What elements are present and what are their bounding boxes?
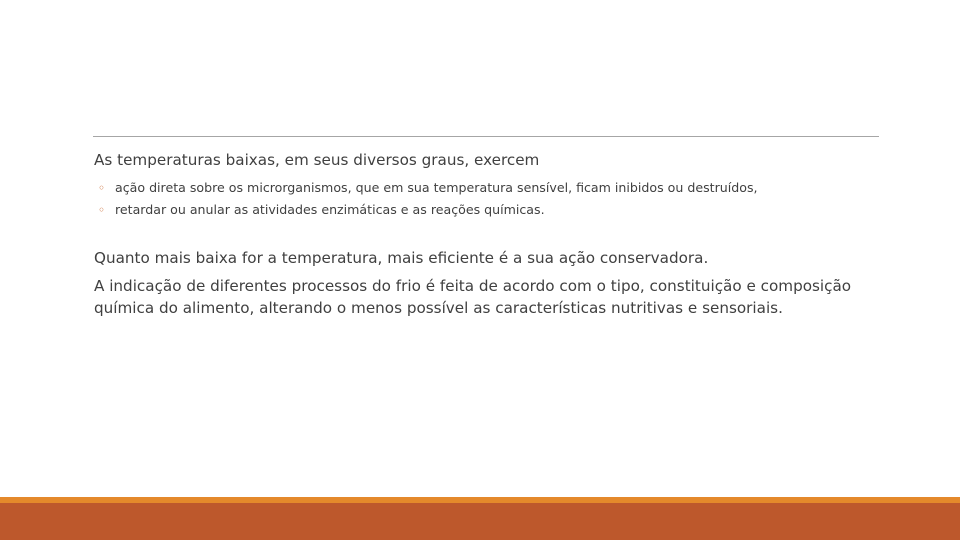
paragraph-processes: A indicação de diferentes processos do frio é feita de acordo com o tipo, constituição e composição química do alimento, alterando o menos possível as características nutritivas e sensoriais. [94, 277, 852, 317]
bullet-item [94, 199, 874, 221]
bullet-text: retardar ou anular as atividades enzimáticas e as reações químicas. [115, 202, 545, 217]
footer-bar [0, 503, 960, 540]
bullet-text: ação direta sobre os microrganismos, que em sua temperatura sensível, ficam inibidos ou destruídos, [115, 180, 758, 195]
title-divider [93, 136, 879, 137]
bullet-item [94, 177, 874, 199]
intro-text: As temperaturas baixas, em seus diversos graus, exercem [94, 151, 540, 169]
bullet-marker-icon: ◦ [98, 203, 106, 217]
bullet-list [94, 177, 874, 221]
slide-content [94, 149, 874, 319]
paragraph-temperature: Quanto mais baixa for a temperatura, mais eficiente é a sua ação conservadora. [94, 249, 709, 267]
bullet-marker-icon: ◦ [98, 181, 106, 195]
